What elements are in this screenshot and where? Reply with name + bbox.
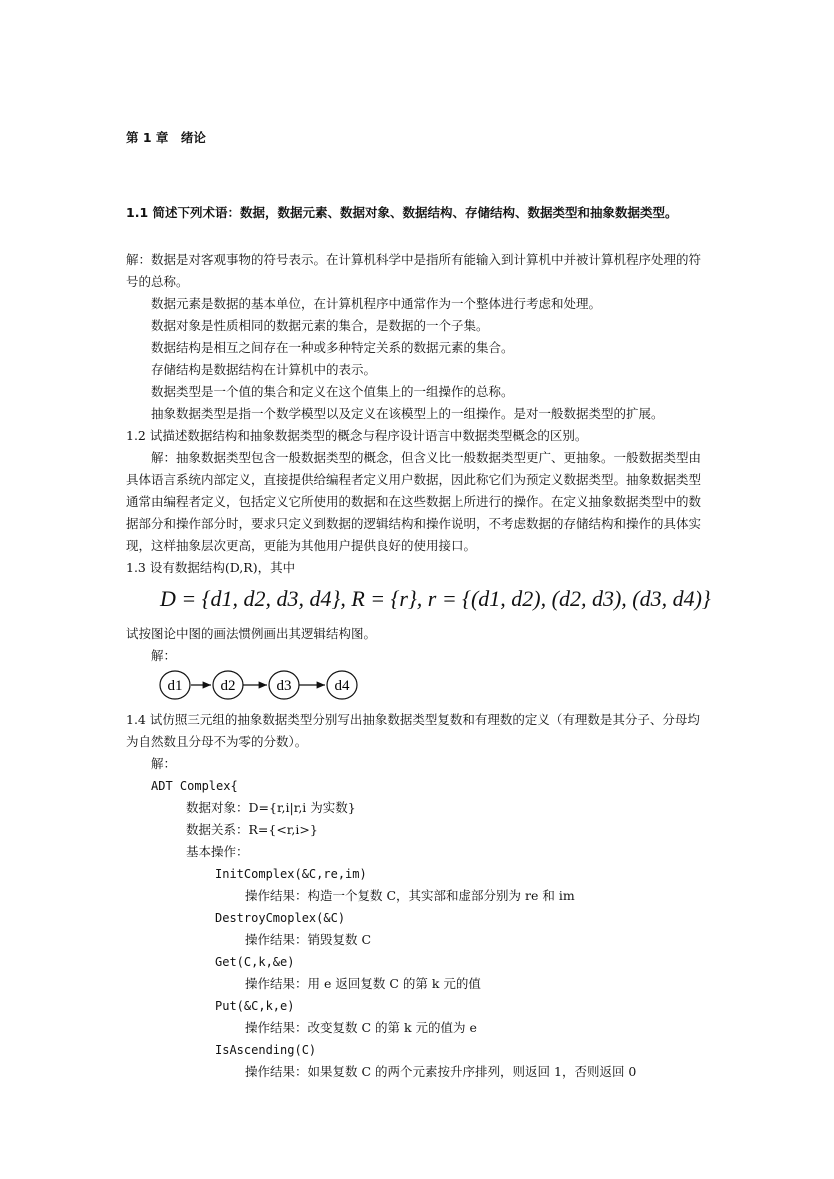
node-label: d2 xyxy=(220,678,236,694)
set-formula: D = {d1, d2, d3, d4}, R = {r}, r = {(d1, d2), (d2, d3), (d3, d4)} xyxy=(160,586,711,611)
definition-item: 数据元素是数据的基本单位，在计算机程序中通常作为一个整体进行考虑和处理。 xyxy=(151,296,602,311)
question-1-3: 1.3 设有数据结构(D,R)，其中 xyxy=(126,560,296,575)
definition-item: 存储结构是数据结构在计算机中的表示。 xyxy=(151,362,377,377)
definition-item: 抽象数据类型是指一个数学模型以及定义在该模型上的一组操作。是对一般数据类型的扩展。 xyxy=(151,406,664,421)
code-line: ADT Complex{ xyxy=(151,779,238,793)
code-line: 数据对象：D={r,i|r,i 为实数} xyxy=(186,800,356,815)
code-line: InitComplex(&C,re,im) xyxy=(215,867,367,881)
code-line: 操作结果：销毁复数 C xyxy=(245,932,372,947)
answer-1-2-line: 具体语言系统内部定义，直接提供给编程者定义用户数据，因此称它们为预定义数据类型。抽象数据类型 xyxy=(126,472,702,487)
node-label: d3 xyxy=(276,678,292,694)
question-1-4-line1: 1.4 试仿照三元组的抽象数据类型分别写出抽象数据类型复数和有理数的定义（有理数是其分子、分母均 xyxy=(126,712,700,727)
code-line: 操作结果：改变复数 C 的第 k 元的值为 e xyxy=(245,1020,477,1035)
answer-1-2-line: 通常由编程者定义，包括定义它所使用的数据和在这些数据上所进行的操作。在定义抽象数据类型中的数 xyxy=(126,494,702,509)
node-label: d1 xyxy=(167,678,183,694)
question-1-4-line2: 为自然数且分母不为零的分数）。 xyxy=(126,734,308,749)
answer-label-1-4: 解： xyxy=(151,756,177,771)
answer-1-2-line: 解：抽象数据类型包含一般数据类型的概念，但含义比一般数据类型更广、更抽象。一般数据类型由 xyxy=(151,450,702,465)
answer-label-1-3: 解： xyxy=(151,648,177,663)
definition-item: 数据对象是性质相同的数据元素的集合，是数据的一个子集。 xyxy=(151,318,489,333)
code-line: 操作结果：用 e 返回复数 C 的第 k 元的值 xyxy=(245,976,481,991)
answer-1-2-line: 据部分和操作部分时，要求只定义到数据的逻辑结构和操作说明，不考虑数据的存储结构和操作的具体实 xyxy=(126,516,702,531)
code-line: Get(C,k,&e) xyxy=(215,955,295,969)
code-line: IsAscending(C) xyxy=(215,1043,317,1057)
answer-1-1-line1: 解：数据是对客观事物的符号表示。在计算机科学中是指所有能输入到计算机中并被计算机程序处理的符 xyxy=(126,252,702,267)
node-label: d4 xyxy=(334,678,350,694)
code-line: 操作结果：如果复数 C 的两个元素按升序排列，则返回 1，否则返回 0 xyxy=(245,1064,637,1079)
question-1-2: 1.2 试描述数据结构和抽象数据类型的概念与程序设计语言中数据类型概念的区别。 xyxy=(126,428,588,443)
definition-item: 数据结构是相互之间存在一种或多种特定关系的数据元素的集合。 xyxy=(151,340,514,355)
code-line: Put(&C,k,e) xyxy=(215,999,295,1013)
code-line: 操作结果：构造一个复数 C，其实部和虚部分别为 re 和 im xyxy=(245,888,575,903)
code-line: 基本操作： xyxy=(186,844,249,859)
logical-structure-diagram xyxy=(158,667,363,703)
instruction-1-3: 试按图论中图的画法惯例画出其逻辑结构图。 xyxy=(126,626,377,641)
question-1-1: 1.1 简述下列术语：数据，数据元素、数据对象、数据结构、存储结构、数据类型和抽象数据类型。 xyxy=(126,205,678,220)
definition-item: 数据类型是一个值的集合和定义在这个值集上的一组操作的总称。 xyxy=(151,384,514,399)
answer-1-1-line2: 号的总称。 xyxy=(126,274,189,289)
answer-1-2-line: 现，这样抽象层次更高，更能为其他用户提供良好的使用接口。 xyxy=(126,538,477,553)
chapter-title: 第 1 章 绪论 xyxy=(126,130,206,145)
code-line: DestroyCmoplex(&C) xyxy=(215,911,346,925)
code-line: 数据关系：R={<r,i>} xyxy=(186,822,318,837)
